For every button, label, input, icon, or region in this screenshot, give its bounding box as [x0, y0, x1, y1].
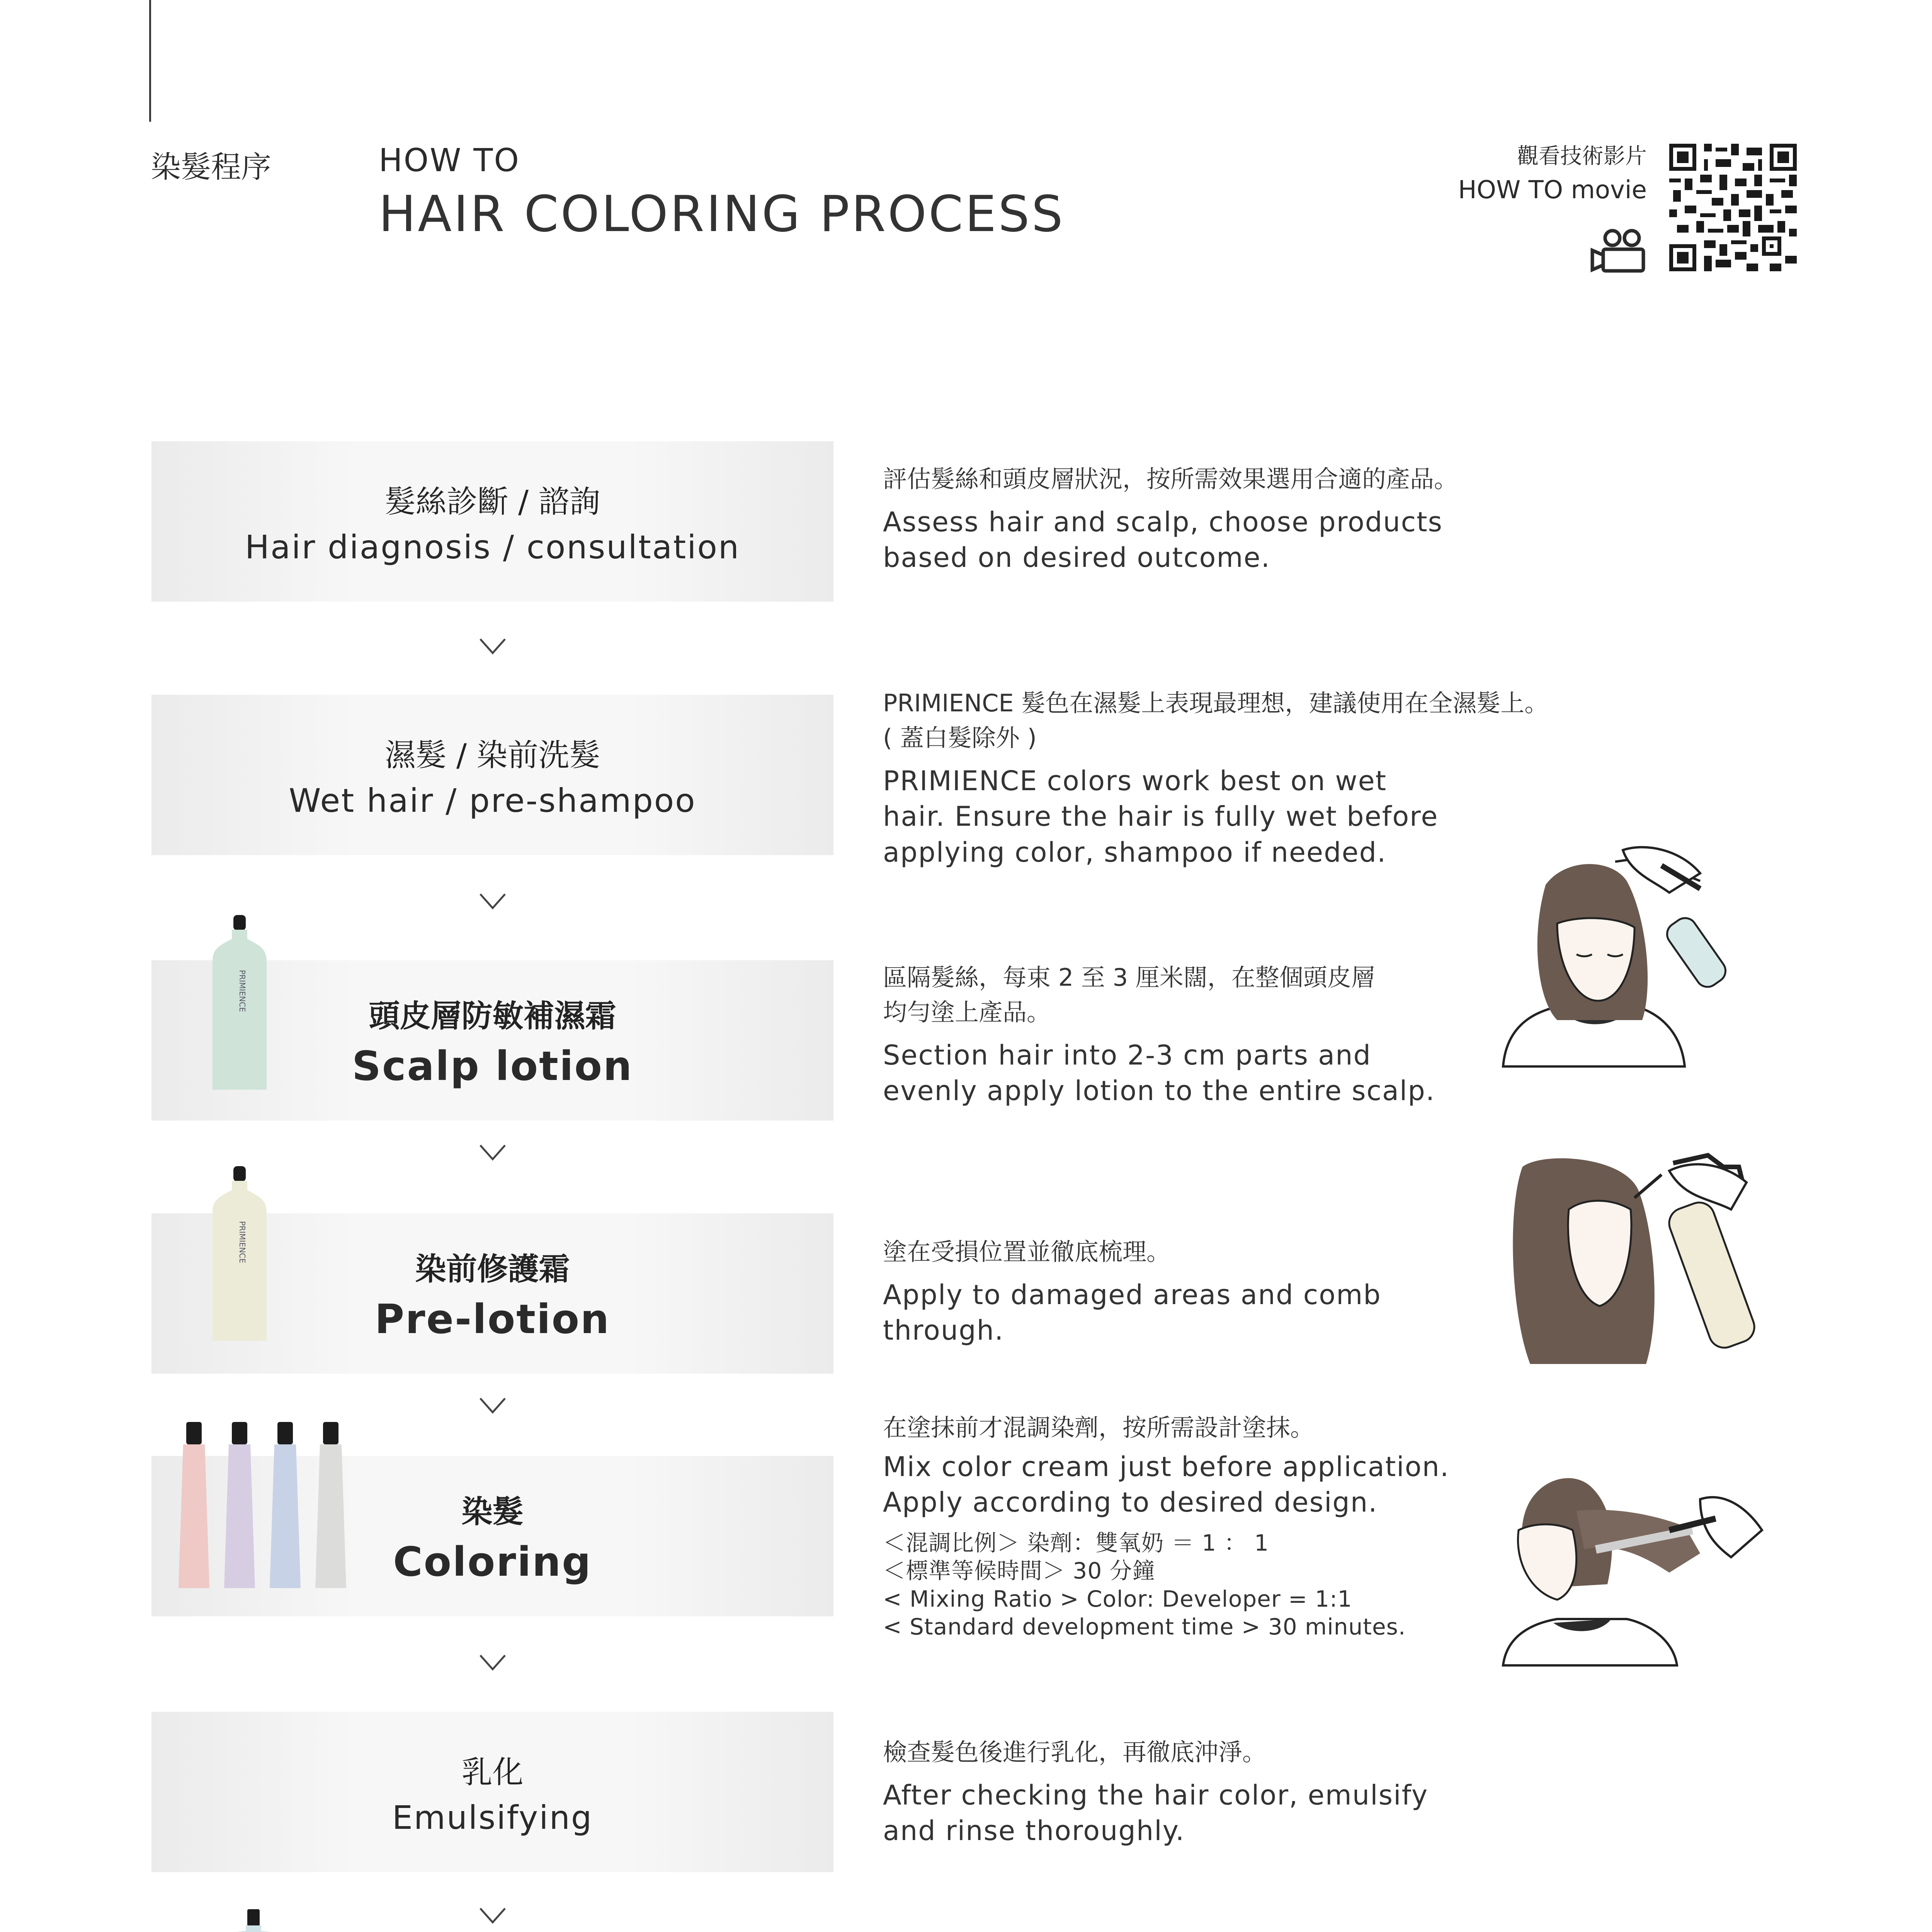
- qr-code-icon[interactable]: [1669, 144, 1797, 271]
- step-title-zh: 濕髮 / 染前洗髮: [384, 737, 600, 773]
- desc-en-line: Section hair into 2-3 cm parts and: [883, 1039, 1371, 1071]
- step-title-zh: 乳化: [461, 1754, 524, 1790]
- scalp-lotion-illustration: [1499, 838, 1762, 1070]
- desc-en-line: Assess hair and scalp, choose products: [883, 506, 1443, 538]
- desc-en-line: evenly apply lotion to the entire scalp.: [883, 1075, 1435, 1107]
- step-title-zh: 頭皮層防敏補濕霜: [369, 998, 616, 1034]
- pre-lotion-illustration: [1507, 1151, 1785, 1368]
- desc-zh: 評估髮絲和頭皮層狀況，按所需效果選用合適的產品。: [883, 465, 1458, 493]
- desc-zh: PRIMIENCE 髮色在濕髮上表現最理想，建議使用在全濕髮上。: [883, 689, 1549, 717]
- desc-en-line: through.: [883, 1315, 1004, 1347]
- movie-label-zh: 觀看技術影片: [1517, 144, 1647, 169]
- desc-en-line: applying color, shampoo if needed.: [883, 836, 1387, 868]
- step-description: [883, 1735, 1656, 1849]
- step-description: [883, 462, 1656, 576]
- header-rule: [149, 0, 151, 122]
- step-wet-hair: [151, 695, 833, 855]
- desc-en-line: Apply to damaged areas and comb: [883, 1279, 1381, 1311]
- step-hair-diagnosis: [151, 441, 833, 602]
- desc-en-line: After checking the hair color, emulsify: [883, 1779, 1429, 1811]
- step-title-zh: 染前修護霜: [415, 1251, 570, 1287]
- desc-zh: 塗在受損位置並徹底梳理。: [883, 1238, 1171, 1266]
- svg-text:PRIMIENCE: PRIMIENCE: [238, 970, 247, 1012]
- desc-en-line: Mix color cream just before application.: [883, 1451, 1450, 1483]
- step-title-zh: 髮絲診斷 / 諮詢: [384, 484, 600, 520]
- coloring-illustration: [1499, 1453, 1770, 1669]
- desc-zh: 在塗抹前才混調染劑，按所需設計塗抹。: [883, 1413, 1315, 1442]
- video-camera-icon[interactable]: [1590, 228, 1646, 274]
- movie-label-en[interactable]: HOW TO movie: [1458, 176, 1647, 204]
- chevron-down-icon: [479, 638, 506, 655]
- desc-en-line: PRIMIENCE colors work best on wet: [883, 765, 1387, 797]
- header-how-to: HOW TO: [379, 142, 520, 179]
- desc-en-line: based on desired outcome.: [883, 542, 1270, 574]
- chevron-down-icon: [479, 1144, 506, 1162]
- note-line: ＜標準等候時間＞ 30 分鐘: [883, 1558, 1155, 1584]
- step-title-zh: 染髮: [461, 1494, 524, 1530]
- step-title-en: Scalp lotion: [352, 1043, 633, 1090]
- desc-zh: ( 蓋白髮除外 ): [883, 723, 1037, 752]
- desc-en-line: and rinse thoroughly.: [883, 1815, 1185, 1847]
- chevron-down-icon: [479, 1654, 506, 1672]
- step-title-en: Wet hair / pre-shampoo: [289, 782, 696, 820]
- step-title-en: Hair diagnosis / consultation: [245, 528, 740, 566]
- post-shampoo-pouch: [201, 1907, 305, 1932]
- note-line: ＜混調比例＞ 染劑：雙氧奶 ＝ 1 ： 1: [883, 1529, 1269, 1556]
- chevron-down-icon: [479, 1397, 506, 1415]
- desc-zh: 區隔髮絲，每束 2 至 3 厘米闊，在整個頭皮層: [883, 963, 1375, 992]
- svg-text:PRIMIENCE: PRIMIENCE: [238, 1221, 247, 1264]
- page-title: HAIR COLORING PROCESS: [379, 185, 1065, 243]
- chevron-down-icon: [479, 893, 506, 910]
- note-line: < Standard development time > 30 minutes.: [883, 1614, 1406, 1640]
- desc-en: [883, 1777, 1656, 1849]
- chevron-down-icon: [479, 1907, 506, 1925]
- note-line: < Mixing Ratio > Color: Developer = 1:1: [883, 1585, 1352, 1612]
- color-cream-tubes: [178, 1422, 355, 1592]
- desc-en: [883, 504, 1656, 576]
- desc-zh: 檢查髮色後進行乳化，再徹底沖淨。: [883, 1738, 1267, 1766]
- step-title-en: Pre-lotion: [374, 1296, 611, 1343]
- step-title-en: Coloring: [393, 1538, 592, 1585]
- desc-en-line: hair. Ensure the hair is fully wet before: [883, 801, 1439, 833]
- scalp-lotion-pouch: [209, 912, 270, 1094]
- desc-zh: 均勻塗上產品。: [883, 998, 1051, 1026]
- step-emulsifying: [151, 1712, 833, 1872]
- header-zh-title: 染髮程序: [151, 150, 272, 185]
- desc-en-line: Apply according to desired design.: [883, 1486, 1378, 1519]
- pre-lotion-pouch: [209, 1163, 270, 1345]
- step-title-en: Emulsifying: [392, 1799, 593, 1837]
